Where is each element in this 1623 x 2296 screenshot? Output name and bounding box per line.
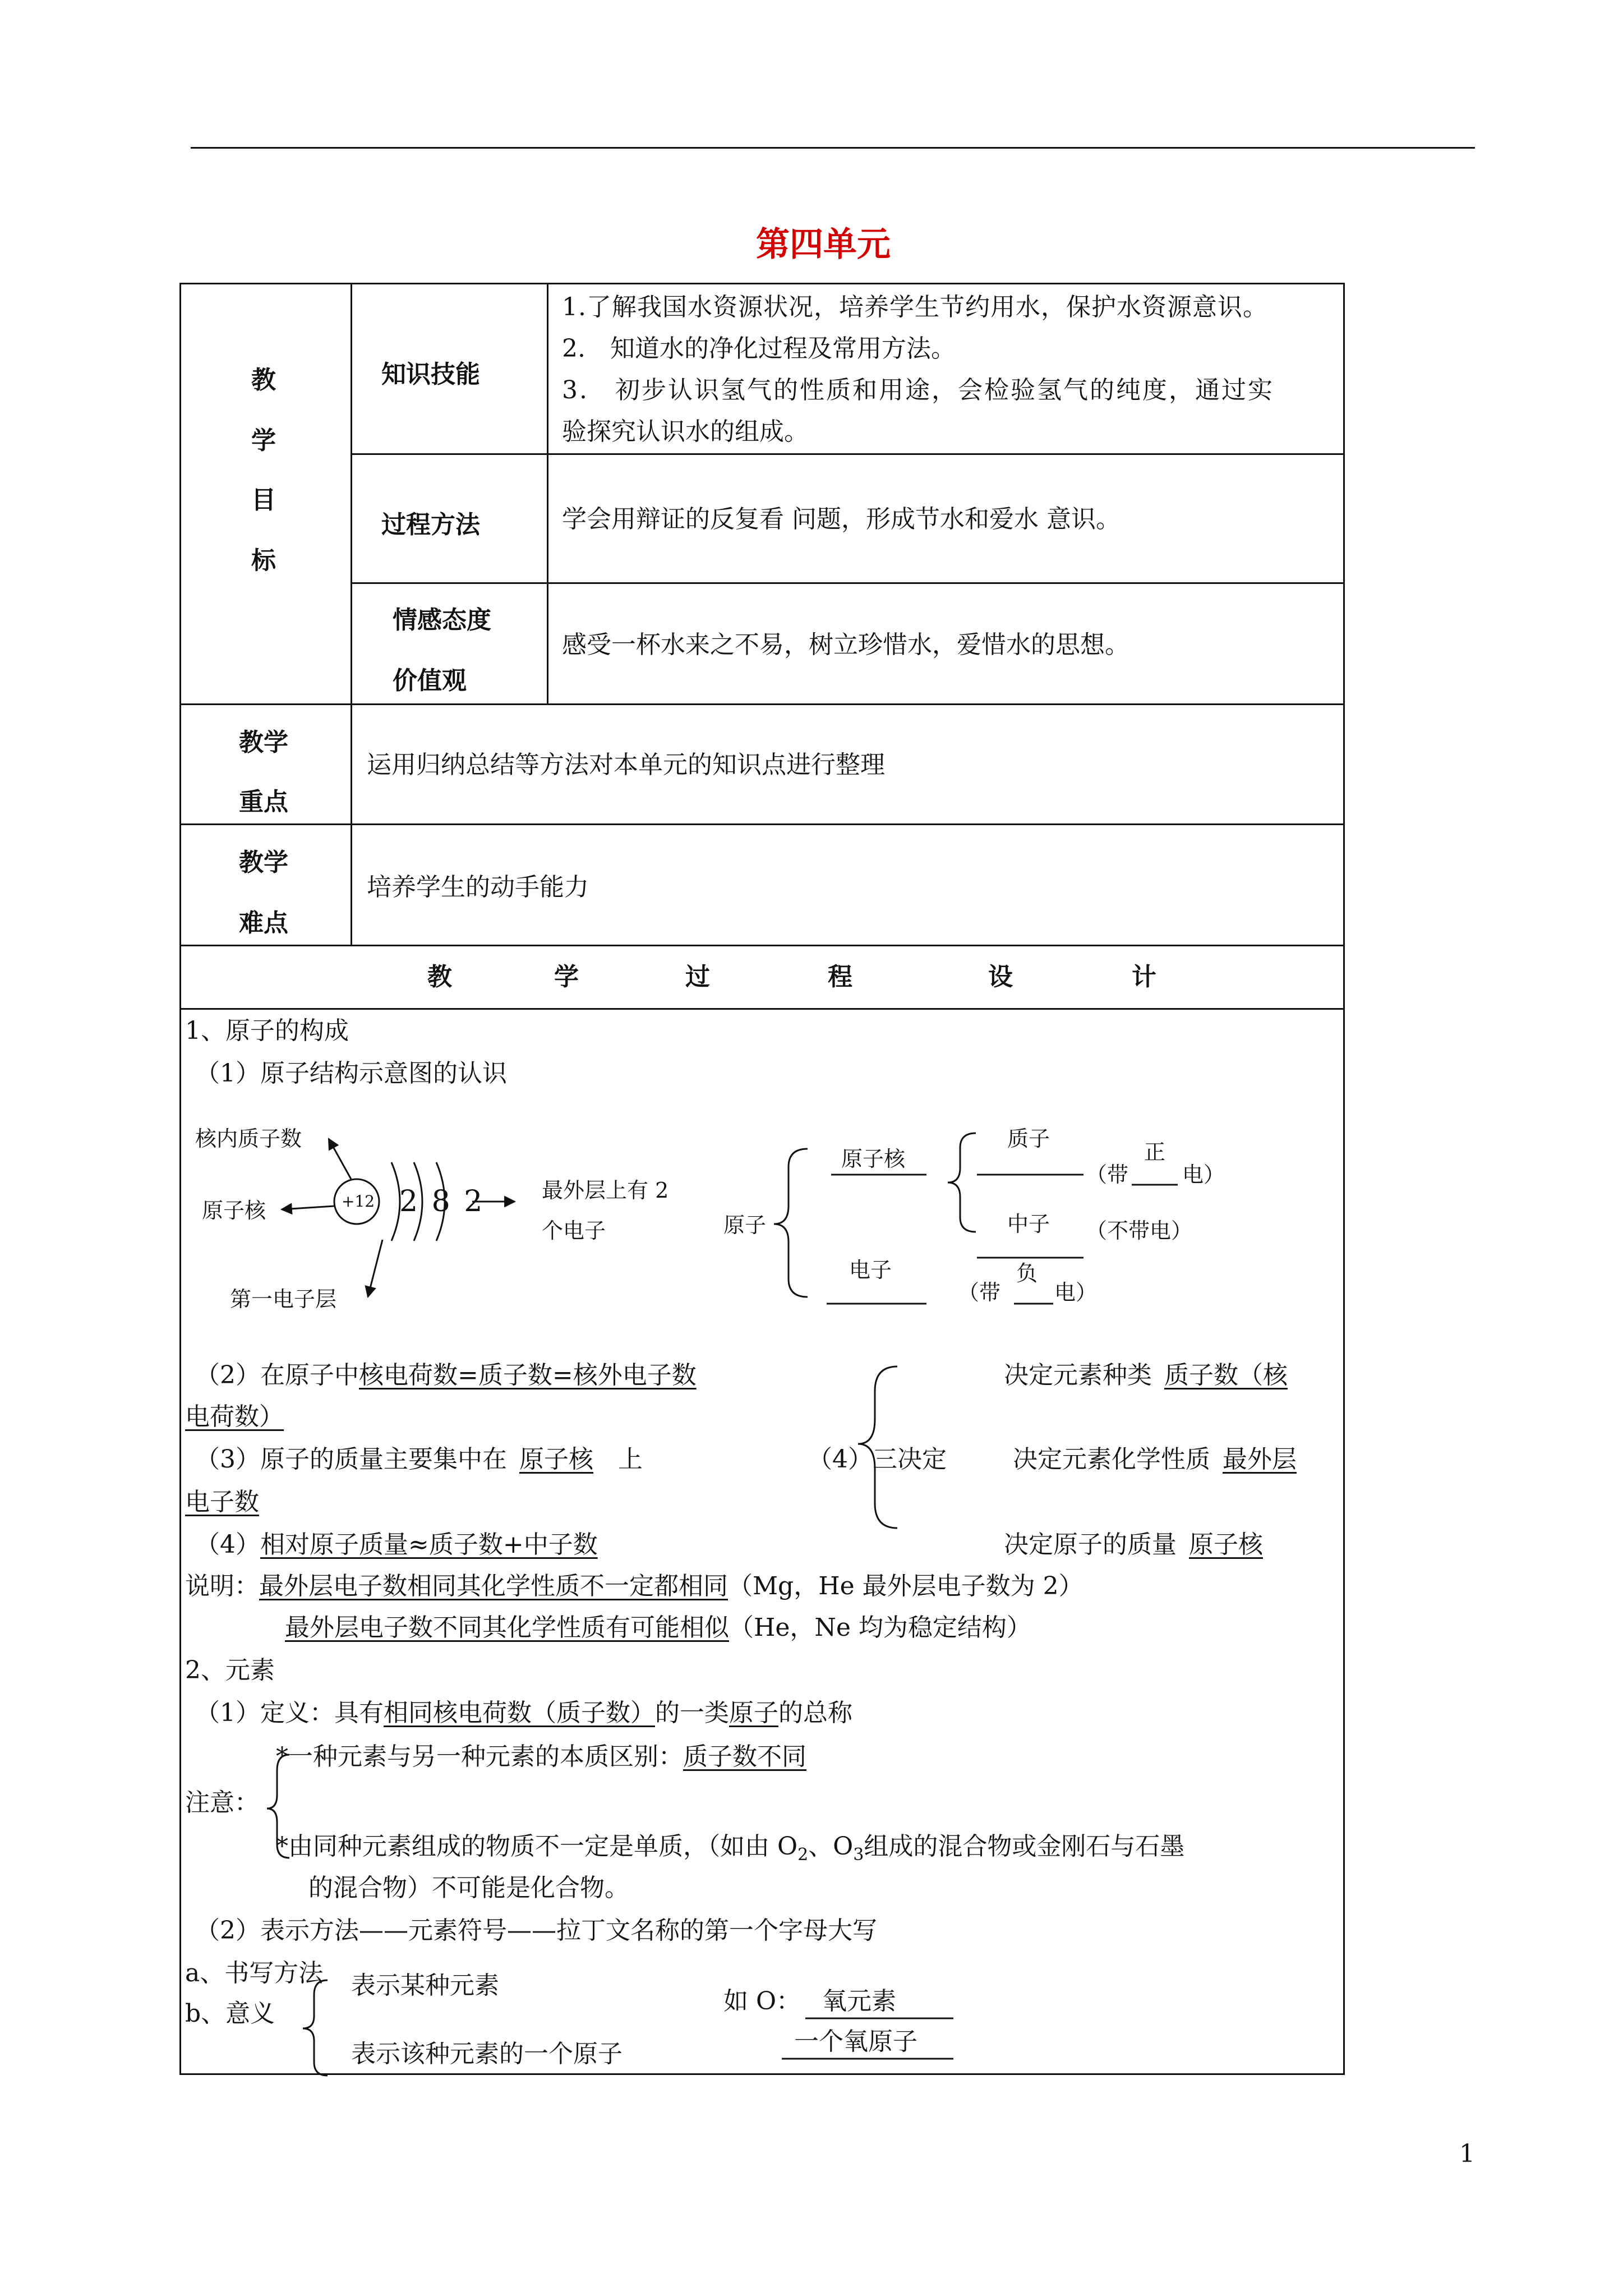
knowledge-line-1: 1.了解我国水资源状况，培养学生节约用水，保护水资源意识。 [562, 293, 1268, 321]
process-header-6: 计 [1132, 963, 1156, 991]
section-1-2: （2）在原子中核电荷数=质子数=核外电子数 [195, 1361, 697, 1389]
key-point-text: 运用归纳总结等方法对本单元的知识点进行整理 [367, 751, 885, 779]
label-first-shell: 第一电子层 [230, 1287, 337, 1312]
objectives-label-4: 标 [251, 546, 276, 575]
decide-species: 决定元素种类 质子数（核 [1004, 1361, 1288, 1389]
process-method-text: 学会用辩证的反复看 问题，形成节水和爱水 意识。 [562, 505, 1121, 533]
atom-brace [774, 1149, 808, 1297]
nucleus-arrow [282, 1206, 334, 1209]
section-1-title: 1、原子的构成 [185, 1016, 349, 1045]
knowledge-skills-label: 知识技能 [381, 360, 480, 389]
difficulty-label-1: 教学 [239, 848, 288, 877]
example-atom: 一个氧原子 [794, 2027, 917, 2056]
outer-note-2: 个电子 [542, 1218, 606, 1243]
section-1-1: （1）原子结构示意图的认识 [195, 1059, 507, 1088]
tree-proton: 质子 [1007, 1126, 1050, 1151]
page-title: 第四单元 [756, 225, 891, 264]
tree-proton-fill: 正 [1144, 1140, 1166, 1165]
difficulty-label-2: 难点 [239, 909, 288, 937]
nucleus-brace [948, 1133, 976, 1232]
decide-chemistry-tail: 电子数 [185, 1488, 259, 1516]
attention-label: 注意： [185, 1788, 259, 1817]
process-header-1: 教 [427, 963, 452, 991]
label-nucleus: 原子核 [202, 1198, 266, 1223]
meaning-2: 表示该种元素的一个原子 [351, 2040, 623, 2068]
attitude-label-2: 价值观 [393, 666, 467, 695]
electron-shells: 2 8 2 [399, 1185, 485, 1218]
tree-neutron: 中子 [1007, 1212, 1050, 1236]
page-number: 1 [1459, 2139, 1475, 2168]
tree-proton-note-b: 电） [1182, 1162, 1225, 1187]
key-point-label-2: 重点 [239, 788, 288, 816]
tree-electron: 电子 [849, 1258, 892, 1282]
objectives-label-3: 目 [251, 486, 276, 514]
objectives-label-1: 教 [251, 366, 276, 394]
section-1-2-tail: 电荷数） [185, 1402, 284, 1431]
tree-electron-fill: 负 [1016, 1261, 1038, 1286]
outer-note-1: 最外层上有 2 [542, 1178, 669, 1203]
tree-electron-note-b: 电） [1054, 1280, 1098, 1305]
process-header-4: 程 [828, 963, 852, 991]
knowledge-line-2: 2. 知道水的净化过程及常用方法。 [562, 334, 956, 363]
attitude-text: 感受一杯水来之不易，树立珍惜水，爱惜水的思想。 [562, 631, 1129, 659]
section-1-4: （4）相对原子质量≈质子数+中子数 [195, 1530, 598, 1559]
section-2-1: （1）定义：具有相同核电荷数（质子数）的一类原子的总称 [195, 1699, 852, 1727]
example-prefix: 如 O： [723, 1987, 801, 2016]
objectives-label-2: 学 [251, 426, 276, 455]
nucleus-charge: +12 [342, 1192, 375, 1211]
example-element: 氧元素 [822, 1987, 896, 2016]
meaning-1: 表示某种元素 [351, 1971, 499, 2000]
tree-neutron-note: （不带电） [1086, 1218, 1193, 1243]
attention-1: *一种元素与另一种元素的本质区别：质子数不同 [276, 1742, 806, 1771]
knowledge-line-3: 3. 初步认识氢气的性质和用途，会检验氢气的纯度，通过实 [562, 376, 1274, 404]
tree-atom: 原子 [723, 1213, 767, 1237]
knowledge-line-4: 验探究认识水的组成。 [562, 417, 809, 446]
process-header-3: 过 [685, 963, 710, 991]
meaning-brace [303, 1980, 328, 2076]
section-1-3: （3）原子的质量主要集中在 原子核 上 [195, 1445, 643, 1474]
tree-proton-note-a: （带 [1086, 1162, 1129, 1187]
first-shell-arrow [368, 1240, 382, 1297]
note-2: 最外层电子数不同其化学性质有可能相似（He，Ne 均为稳定结构） [285, 1613, 1031, 1642]
section-2-title: 2、元素 [185, 1656, 275, 1685]
meaning-label: b、意义 [185, 1999, 275, 2028]
process-header-5: 设 [988, 963, 1013, 991]
label-nucleus-protons: 核内质子数 [195, 1126, 302, 1151]
attitude-label-1: 情感态度 [393, 606, 491, 634]
decide-mass: 决定原子的质量 原子核 [1004, 1530, 1263, 1559]
three-decide-label: （4）三决定 [808, 1445, 947, 1474]
attention-2-line-2: 的混合物）不可能是化合物。 [308, 1874, 629, 1902]
section-2-2: （2）表示方法——元素符号——拉丁文名称的第一个字母大写 [195, 1916, 877, 1945]
note-1: 说明：最外层电子数相同其化学性质不一定都相同（Mg，He 最外层电子数为 2） [185, 1572, 1083, 1600]
tree-nucleus: 原子核 [841, 1147, 906, 1171]
attention-2: *由同种元素组成的物质不一定是单质，（如由 $O_2$、$O_3$组成的混合物或金刚石与石墨 [276, 1832, 1185, 1865]
decide-chemistry: 决定元素化学性质 最外层 [1013, 1445, 1297, 1474]
protons-arrow [329, 1139, 351, 1179]
process-method-label: 过程方法 [381, 510, 480, 539]
key-point-label-1: 教学 [239, 728, 288, 757]
tree-electron-note-a: （带 [958, 1280, 1001, 1305]
writing-method: a、书写方法 [185, 1959, 324, 1987]
difficulty-text: 培养学生的动手能力 [367, 873, 589, 901]
process-header-2: 学 [554, 963, 579, 991]
